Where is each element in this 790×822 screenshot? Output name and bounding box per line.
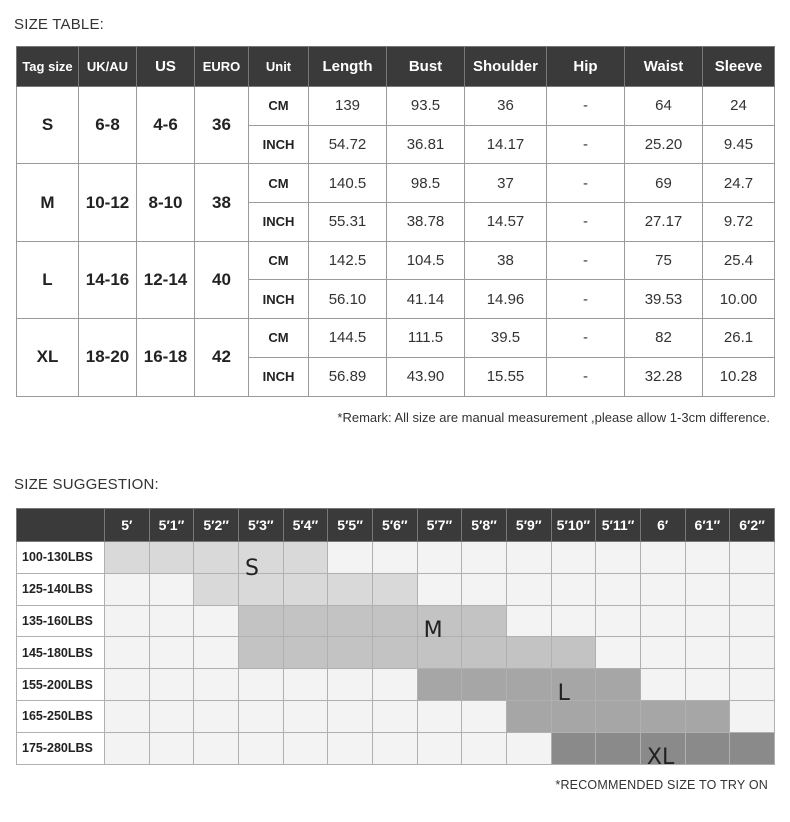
empty-cell — [685, 637, 730, 669]
empty-cell — [730, 637, 775, 669]
size-zone-cell-m — [238, 605, 283, 637]
size-cell-us: 4-6 — [137, 87, 195, 164]
measurement-cell: 55.31 — [309, 203, 387, 242]
empty-cell — [462, 542, 507, 574]
empty-cell — [417, 700, 462, 732]
empty-cell — [506, 573, 551, 605]
size-header-9: Waist — [625, 47, 703, 87]
size-header-10: Sleeve — [703, 47, 775, 87]
size-zone-cell-m — [372, 637, 417, 669]
measurement-cell: 26.1 — [703, 319, 775, 358]
measurement-cell: 54.72 — [309, 125, 387, 164]
size-row-M-cm — [17, 164, 775, 203]
size-row-S-cm — [17, 87, 775, 126]
measurement-cell: 24.7 — [703, 164, 775, 203]
measurement-cell: 32.28 — [625, 357, 703, 396]
empty-cell — [194, 700, 239, 732]
height-header: 5′2″ — [194, 509, 239, 542]
empty-cell — [105, 605, 150, 637]
measurement-cell: - — [547, 319, 625, 358]
size-zone-cell-xl — [730, 732, 775, 764]
measurement-cell: 10.28 — [703, 357, 775, 396]
size-header-5: Length — [309, 47, 387, 87]
empty-cell — [596, 573, 641, 605]
measurement-cell: 111.5 — [387, 319, 465, 358]
size-zone-cell-l — [640, 700, 685, 732]
weight-row — [17, 637, 775, 669]
empty-cell — [149, 669, 194, 701]
size-table-header-row — [17, 47, 775, 87]
measurement-cell: 98.5 — [387, 164, 465, 203]
size-header-8: Hip — [547, 47, 625, 87]
size-zone-cell-l — [506, 700, 551, 732]
size-cell-euro: 38 — [195, 164, 249, 241]
measurement-cell: - — [547, 203, 625, 242]
empty-cell — [640, 637, 685, 669]
measurement-cell: 142.5 — [309, 241, 387, 280]
measurement-cell: 56.89 — [309, 357, 387, 396]
unit-cell: CM — [249, 241, 309, 280]
empty-cell — [730, 542, 775, 574]
empty-cell — [328, 700, 373, 732]
size-zone-cell-s — [194, 542, 239, 574]
size-zone-cell-l — [551, 669, 596, 707]
measurement-cell: - — [547, 357, 625, 396]
weight-label: 165-250LBS — [17, 700, 105, 732]
size-zone-cell-l — [506, 669, 551, 701]
height-header: 5′ — [105, 509, 150, 542]
empty-cell — [149, 605, 194, 637]
size-cell-us: 8-10 — [137, 164, 195, 241]
size-header-0: Tag size — [17, 47, 79, 87]
height-header: 6′2″ — [730, 509, 775, 542]
measurement-cell: 9.72 — [703, 203, 775, 242]
empty-cell — [149, 573, 194, 605]
empty-cell — [506, 605, 551, 637]
weight-row — [17, 605, 775, 637]
size-cell-ukau: 18-20 — [79, 319, 137, 396]
size-header-6: Bust — [387, 47, 465, 87]
empty-cell — [283, 700, 328, 732]
size-cell-euro: 42 — [195, 319, 249, 396]
height-header: 5′11″ — [596, 509, 641, 542]
empty-cell — [551, 605, 596, 637]
empty-cell — [685, 669, 730, 701]
recommend-note: *RECOMMENDED SIZE TO TRY ON — [555, 778, 768, 792]
empty-cell — [685, 605, 730, 637]
size-zone-cell-s — [328, 573, 373, 605]
size-table — [16, 46, 775, 397]
empty-cell — [730, 605, 775, 637]
height-header-row — [17, 509, 775, 542]
empty-cell — [105, 669, 150, 701]
unit-cell: INCH — [249, 125, 309, 164]
empty-cell — [194, 732, 239, 764]
empty-cell — [328, 732, 373, 764]
unit-cell: INCH — [249, 280, 309, 319]
weight-label: 135-160LBS — [17, 605, 105, 637]
weight-label: 125-140LBS — [17, 573, 105, 605]
size-suggestion-table — [16, 508, 775, 770]
unit-cell: CM — [249, 87, 309, 126]
size-zone-cell-m — [283, 605, 328, 637]
size-zone-cell-l — [417, 669, 462, 701]
measurement-cell: - — [547, 164, 625, 203]
measurement-cell: 38.78 — [387, 203, 465, 242]
size-zone-cell-m — [372, 605, 417, 637]
corner-header — [17, 509, 105, 542]
measurement-cell: 14.57 — [465, 203, 547, 242]
size-zone-cell-s — [283, 542, 328, 574]
empty-cell — [685, 542, 730, 574]
size-zone-cell-l — [596, 669, 641, 701]
size-zone-cell-m — [238, 637, 283, 669]
unit-cell: CM — [249, 164, 309, 203]
empty-cell — [640, 605, 685, 637]
measurement-cell: 144.5 — [309, 319, 387, 358]
empty-cell — [194, 669, 239, 701]
empty-cell — [462, 573, 507, 605]
empty-cell — [283, 669, 328, 701]
empty-cell — [149, 732, 194, 764]
empty-cell — [596, 605, 641, 637]
size-zone-label: XL — [646, 744, 675, 770]
measurement-cell: 82 — [625, 319, 703, 358]
measurement-cell: 41.14 — [387, 280, 465, 319]
size-zone-cell-m — [462, 637, 507, 669]
size-remark: *Remark: All size are manual measurement ,please allow 1-3cm difference. — [337, 410, 770, 425]
size-cell-tag: L — [17, 241, 79, 318]
empty-cell — [372, 700, 417, 732]
empty-cell — [105, 637, 150, 669]
empty-cell — [194, 605, 239, 637]
size-cell-ukau: 14-16 — [79, 241, 137, 318]
height-header: 5′4″ — [283, 509, 328, 542]
size-row-L-cm — [17, 241, 775, 280]
size-zone-cell-l — [462, 669, 507, 701]
weight-row — [17, 573, 775, 605]
measurement-cell: - — [547, 280, 625, 319]
empty-cell — [685, 573, 730, 605]
size-zone-cell-m — [283, 637, 328, 669]
measurement-cell: 140.5 — [309, 164, 387, 203]
weight-label: 145-180LBS — [17, 637, 105, 669]
empty-cell — [149, 637, 194, 669]
measurement-cell: 93.5 — [387, 87, 465, 126]
height-header: 5′10″ — [551, 509, 596, 542]
measurement-cell: 38 — [465, 241, 547, 280]
size-zone-cell-s — [283, 573, 328, 605]
weight-row — [17, 542, 775, 574]
weight-label: 155-200LBS — [17, 669, 105, 701]
size-cell-tag: XL — [17, 319, 79, 396]
size-header-2: US — [137, 47, 195, 87]
size-cell-euro: 36 — [195, 87, 249, 164]
empty-cell — [730, 700, 775, 732]
empty-cell — [105, 573, 150, 605]
empty-cell — [730, 573, 775, 605]
empty-cell — [372, 669, 417, 701]
empty-cell — [417, 732, 462, 764]
empty-cell — [238, 700, 283, 732]
measurement-cell: 139 — [309, 87, 387, 126]
size-suggestion-title: SIZE SUGGESTION: — [14, 476, 159, 493]
size-zone-cell-m — [328, 605, 373, 637]
size-header-4: Unit — [249, 47, 309, 87]
empty-cell — [596, 542, 641, 574]
size-zone-label: L — [557, 681, 570, 707]
measurement-cell: 75 — [625, 241, 703, 280]
size-zone-cell-m — [462, 605, 507, 637]
height-header: 5′7″ — [417, 509, 462, 542]
size-zone-cell-xl — [596, 732, 641, 764]
size-cell-euro: 40 — [195, 241, 249, 318]
empty-cell — [328, 542, 373, 574]
size-zone-cell-s — [372, 573, 417, 605]
measurement-cell: 25.4 — [703, 241, 775, 280]
size-header-3: EURO — [195, 47, 249, 87]
empty-cell — [462, 732, 507, 764]
size-zone-cell-s — [105, 542, 150, 574]
size-header-1: UK/AU — [79, 47, 137, 87]
size-table-title: SIZE TABLE: — [14, 16, 105, 33]
weight-row — [17, 700, 775, 732]
measurement-cell: 14.17 — [465, 125, 547, 164]
height-header: 5′3″ — [238, 509, 283, 542]
empty-cell — [417, 573, 462, 605]
weight-row — [17, 669, 775, 701]
size-zone-cell-m — [417, 605, 462, 643]
height-header: 5′9″ — [506, 509, 551, 542]
size-cell-us: 12-14 — [137, 241, 195, 318]
empty-cell — [596, 637, 641, 669]
measurement-cell: 10.00 — [703, 280, 775, 319]
empty-cell — [105, 700, 150, 732]
size-zone-cell-xl — [551, 732, 596, 764]
size-zone-cell-m — [328, 637, 373, 669]
empty-cell — [551, 542, 596, 574]
size-header-7: Shoulder — [465, 47, 547, 87]
measurement-cell: 37 — [465, 164, 547, 203]
empty-cell — [640, 542, 685, 574]
empty-cell — [372, 732, 417, 764]
size-cell-us: 16-18 — [137, 319, 195, 396]
measurement-cell: 69 — [625, 164, 703, 203]
empty-cell — [462, 700, 507, 732]
measurement-cell: - — [547, 241, 625, 280]
measurement-cell: 39.5 — [465, 319, 547, 358]
size-cell-tag: S — [17, 87, 79, 164]
measurement-cell: 43.90 — [387, 357, 465, 396]
empty-cell — [194, 637, 239, 669]
measurement-cell: 39.53 — [625, 280, 703, 319]
height-header: 5′5″ — [328, 509, 373, 542]
measurement-cell: 15.55 — [465, 357, 547, 396]
empty-cell — [551, 573, 596, 605]
height-header: 5′6″ — [372, 509, 417, 542]
empty-cell — [105, 732, 150, 764]
size-cell-ukau: 6-8 — [79, 87, 137, 164]
unit-cell: INCH — [249, 203, 309, 242]
size-zone-cell-xl — [685, 732, 730, 764]
measurement-cell: 24 — [703, 87, 775, 126]
empty-cell — [238, 669, 283, 701]
measurement-cell: 14.96 — [465, 280, 547, 319]
weight-label: 100-130LBS — [17, 542, 105, 574]
size-row-XL-cm — [17, 319, 775, 358]
height-header: 6′1″ — [685, 509, 730, 542]
empty-cell — [506, 732, 551, 764]
size-zone-cell-s — [149, 542, 194, 574]
measurement-cell: 27.17 — [625, 203, 703, 242]
measurement-cell: 56.10 — [309, 280, 387, 319]
size-zone-label: S — [244, 556, 259, 581]
measurement-cell: 25.20 — [625, 125, 703, 164]
empty-cell — [506, 542, 551, 574]
measurement-cell: 64 — [625, 87, 703, 126]
size-zone-cell-xl — [640, 732, 685, 770]
empty-cell — [730, 669, 775, 701]
unit-cell: INCH — [249, 357, 309, 396]
measurement-cell: 36 — [465, 87, 547, 126]
height-header: 5′8″ — [462, 509, 507, 542]
weight-row — [17, 732, 775, 764]
empty-cell — [417, 542, 462, 574]
size-zone-cell-s — [238, 542, 283, 581]
weight-label: 175-280LBS — [17, 732, 105, 764]
empty-cell — [372, 542, 417, 574]
empty-cell — [640, 669, 685, 701]
size-zone-cell-s — [194, 573, 239, 605]
measurement-cell: 9.45 — [703, 125, 775, 164]
empty-cell — [238, 732, 283, 764]
size-cell-tag: M — [17, 164, 79, 241]
measurement-cell: 104.5 — [387, 241, 465, 280]
height-header: 5′1″ — [149, 509, 194, 542]
empty-cell — [328, 669, 373, 701]
size-zone-cell-m — [551, 637, 596, 669]
measurement-cell: - — [547, 125, 625, 164]
unit-cell: CM — [249, 319, 309, 358]
size-zone-label: M — [423, 617, 443, 643]
empty-cell — [283, 732, 328, 764]
height-header: 6′ — [640, 509, 685, 542]
measurement-cell: - — [547, 87, 625, 126]
size-zone-cell-l — [596, 700, 641, 732]
size-zone-cell-l — [685, 700, 730, 732]
size-zone-cell-m — [506, 637, 551, 669]
size-cell-ukau: 10-12 — [79, 164, 137, 241]
empty-cell — [640, 573, 685, 605]
measurement-cell: 36.81 — [387, 125, 465, 164]
empty-cell — [149, 700, 194, 732]
